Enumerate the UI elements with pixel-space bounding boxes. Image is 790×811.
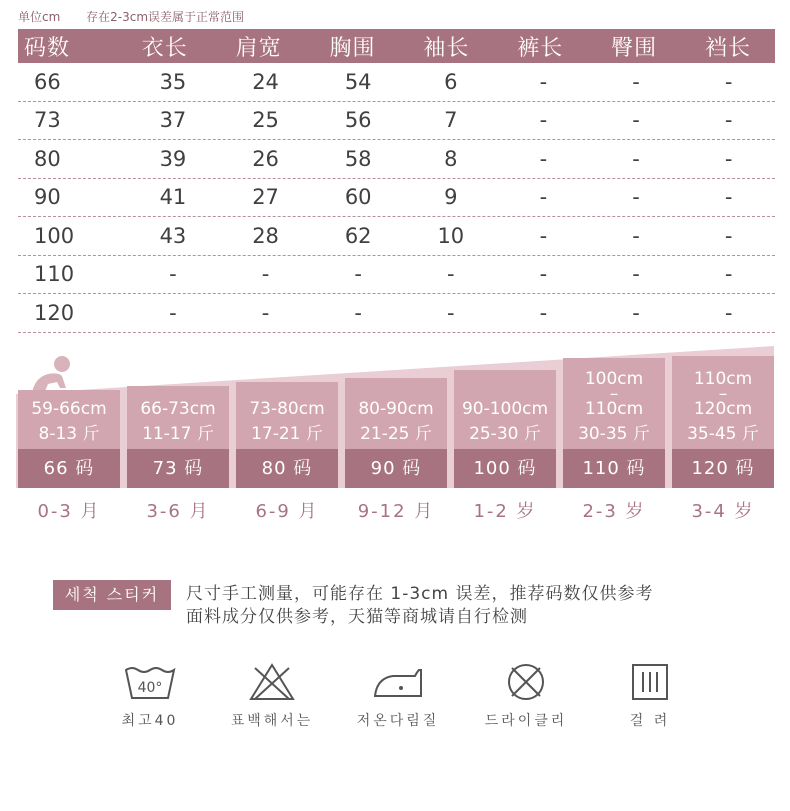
table-cell: 41 bbox=[159, 185, 187, 210]
height-range: 66-73cm bbox=[140, 399, 216, 419]
table-cell: 90 bbox=[34, 185, 61, 210]
table-row bbox=[18, 256, 775, 295]
weight-range: 8-13 斤 bbox=[38, 424, 100, 444]
size-code-label: 73 码 bbox=[127, 449, 229, 488]
care-label: 저온다림질 bbox=[356, 713, 440, 729]
table-cell: - bbox=[539, 108, 548, 133]
age-label: 3-4 岁 bbox=[691, 501, 755, 522]
table-cell: - bbox=[539, 262, 548, 287]
header-cell: 臀围 bbox=[611, 35, 658, 61]
table-cell: - bbox=[632, 223, 640, 248]
table-cell: - bbox=[632, 108, 640, 133]
range-dash: – bbox=[718, 384, 728, 404]
table-cell: 73 bbox=[34, 108, 61, 133]
table-row bbox=[18, 217, 775, 256]
table-row bbox=[18, 102, 775, 141]
header-cell: 裤长 bbox=[517, 35, 564, 61]
care-label: 걸 려 bbox=[629, 713, 671, 729]
size-code-label: 90 码 bbox=[345, 449, 447, 488]
care-label: 표백해서는 bbox=[230, 713, 314, 729]
table-cell: 80 bbox=[34, 146, 61, 171]
age-label: 6-9 月 bbox=[255, 501, 319, 522]
table-cell: 43 bbox=[159, 223, 187, 248]
age-label: 3-6 月 bbox=[146, 501, 210, 522]
table-cell: - bbox=[724, 262, 733, 287]
table-cell: 110 bbox=[34, 262, 75, 287]
table-cell: 60 bbox=[344, 185, 372, 210]
table-cell: - bbox=[632, 69, 640, 94]
header-cell: 肩宽 bbox=[235, 35, 282, 61]
table-cell: 100 bbox=[34, 223, 75, 248]
table-body bbox=[18, 63, 775, 333]
age-label: 1-2 岁 bbox=[473, 501, 537, 522]
size-steps bbox=[0, 340, 790, 540]
weight-range: 11-17 斤 bbox=[142, 424, 214, 444]
age-label: 0-3 月 bbox=[37, 501, 101, 522]
table-cell: 27 bbox=[252, 185, 279, 210]
size-code-label: 66 码 bbox=[18, 449, 120, 488]
care-label: 드라이클리 bbox=[484, 713, 568, 729]
size-code-label: 110 码 bbox=[563, 449, 665, 488]
hang-dry-icon bbox=[590, 662, 710, 730]
table-cell: - bbox=[539, 146, 548, 171]
table-cell: 25 bbox=[252, 108, 279, 133]
table-cell: 37 bbox=[159, 108, 187, 133]
table-cell: - bbox=[632, 262, 640, 287]
unit-label: 单位cm bbox=[18, 10, 61, 24]
table-row bbox=[18, 63, 775, 102]
table-cell: 26 bbox=[252, 146, 279, 171]
table-header bbox=[18, 29, 775, 63]
table-row bbox=[18, 140, 775, 179]
tolerance-label: 存在2-3cm误差属于正常范围 bbox=[86, 10, 245, 24]
table-cell: - bbox=[632, 146, 640, 171]
wash-40-icon bbox=[90, 662, 210, 730]
table-cell: - bbox=[724, 223, 733, 248]
table-cell: - bbox=[724, 108, 733, 133]
table-cell: - bbox=[724, 69, 733, 94]
weight-range: 17-21 斤 bbox=[251, 424, 323, 444]
table-cell: 39 bbox=[159, 146, 187, 171]
iron-low-icon bbox=[338, 662, 458, 730]
size-code-label: 120 码 bbox=[672, 449, 774, 488]
no-bleach-icon bbox=[212, 662, 332, 730]
table-cell: 9 bbox=[444, 185, 458, 210]
size-code-label: 100 码 bbox=[454, 449, 556, 488]
header-cell: 袖长 bbox=[423, 35, 470, 61]
table-cell: - bbox=[354, 300, 362, 325]
weight-range: 35-45 斤 bbox=[687, 424, 759, 444]
table-cell: 10 bbox=[437, 223, 465, 248]
table-cell: - bbox=[261, 262, 270, 287]
header-cell: 胸围 bbox=[329, 35, 376, 61]
table-cell: 54 bbox=[344, 69, 372, 94]
size-table bbox=[18, 29, 775, 333]
no-tumble-dry-icon bbox=[466, 662, 586, 730]
table-cell: - bbox=[539, 185, 548, 210]
notice-line-2: 面料成分仅供参考，天猫等商城请自行检测 bbox=[186, 607, 528, 627]
table-cell: 24 bbox=[252, 69, 279, 94]
header-cell: 衣长 bbox=[141, 35, 188, 61]
height-range: 59-66cm bbox=[31, 399, 107, 419]
range-dash: – bbox=[609, 384, 619, 404]
notice-text bbox=[186, 583, 653, 629]
care-label: 최고40 bbox=[121, 713, 179, 729]
svg-text:40°: 40° bbox=[137, 680, 163, 696]
notice-badge: 세척 스티커 bbox=[53, 580, 171, 610]
table-cell: - bbox=[724, 185, 733, 210]
age-label: 2-3 岁 bbox=[582, 501, 646, 522]
height-range: 73-80cm bbox=[249, 399, 325, 419]
height-to: 120cm bbox=[693, 399, 753, 419]
table-cell: 8 bbox=[444, 146, 458, 171]
table-cell: - bbox=[169, 262, 177, 287]
height-from: 110cm bbox=[693, 369, 753, 389]
age-label: 9-12 月 bbox=[357, 501, 435, 522]
table-cell: - bbox=[261, 300, 270, 325]
table-cell: 35 bbox=[159, 69, 187, 94]
notice-line-1: 尺寸手工测量，可能存在 1-3cm 误差，推荐码数仅供参考 bbox=[186, 584, 654, 604]
table-cell: - bbox=[539, 300, 548, 325]
table-cell: 58 bbox=[344, 146, 372, 171]
header-cell: 码数 bbox=[24, 35, 71, 61]
table-cell: - bbox=[447, 300, 455, 325]
table-cell: 28 bbox=[252, 223, 279, 248]
table-cell: 120 bbox=[34, 300, 75, 325]
table-cell: - bbox=[632, 300, 640, 325]
table-cell: - bbox=[539, 223, 548, 248]
weight-range: 25-30 斤 bbox=[469, 424, 541, 444]
table-cell: - bbox=[539, 69, 548, 94]
height-from: 100cm bbox=[584, 369, 644, 389]
table-cell: - bbox=[724, 146, 733, 171]
table-cell: - bbox=[354, 262, 362, 287]
table-cell: 56 bbox=[344, 108, 372, 133]
header-cell: 裆长 bbox=[705, 35, 752, 61]
table-cell: - bbox=[632, 185, 640, 210]
table-cell: 6 bbox=[444, 69, 458, 94]
table-cell: 62 bbox=[344, 223, 372, 248]
height-range: 80-90cm bbox=[358, 399, 434, 419]
weight-range: 21-25 斤 bbox=[360, 424, 432, 444]
table-cell: - bbox=[447, 262, 455, 287]
table-row bbox=[18, 294, 775, 333]
table-cell: 66 bbox=[34, 69, 61, 94]
height-to: 110cm bbox=[584, 399, 644, 419]
table-cell: - bbox=[169, 300, 177, 325]
table-row bbox=[18, 179, 775, 218]
table-cell: - bbox=[724, 300, 733, 325]
size-code-label: 80 码 bbox=[236, 449, 338, 488]
table-cell: 7 bbox=[444, 108, 458, 133]
weight-range: 30-35 斤 bbox=[578, 424, 650, 444]
unit-note bbox=[18, 8, 266, 25]
height-range: 90-100cm bbox=[461, 399, 549, 419]
